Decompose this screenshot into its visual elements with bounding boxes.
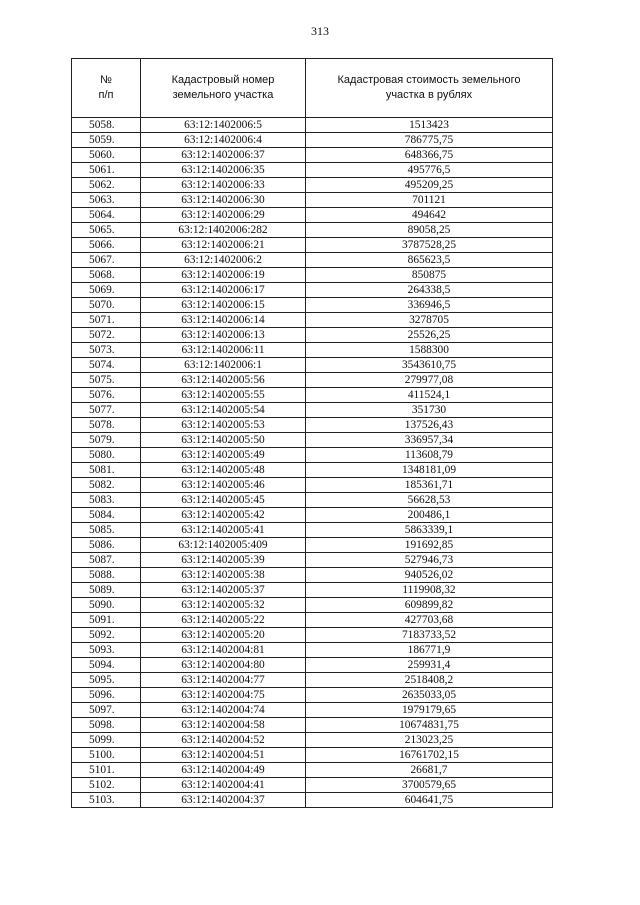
cadastral-value-cell: 1348181,09 xyxy=(306,463,553,478)
cadastral-number-cell: 63:12:1402005:41 xyxy=(141,523,306,538)
cadastral-value-cell: 494642 xyxy=(306,208,553,223)
table-row xyxy=(72,583,553,598)
header-cadastral-value-line-1: Кадастровая стоимость земельного xyxy=(337,74,521,86)
row-number-cell: 5086. xyxy=(72,538,141,553)
cadastral-number-cell: 63:12:1402005:32 xyxy=(141,598,306,613)
row-number-cell: 5093. xyxy=(72,643,141,658)
cadastral-value-cell: 113608,79 xyxy=(306,448,553,463)
row-number-cell: 5098. xyxy=(72,718,141,733)
cadastral-value-cell: 850875 xyxy=(306,268,553,283)
cadastral-number-cell: 63:12:1402006:30 xyxy=(141,193,306,208)
cadastral-number-cell: 63:12:1402005:56 xyxy=(141,373,306,388)
table-header xyxy=(72,59,553,118)
row-number-cell: 5061. xyxy=(72,163,141,178)
cadastral-value-cell: 427703,68 xyxy=(306,613,553,628)
row-number-cell: 5089. xyxy=(72,583,141,598)
cadastral-value-cell: 351730 xyxy=(306,403,553,418)
row-number-cell: 5097. xyxy=(72,703,141,718)
cadastral-number-cell: 63:12:1402005:38 xyxy=(141,568,306,583)
cadastral-number-cell: 63:12:1402004:75 xyxy=(141,688,306,703)
cadastral-value-cell: 16761702,15 xyxy=(306,748,553,763)
row-number-cell: 5064. xyxy=(72,208,141,223)
table-row xyxy=(72,598,553,613)
table-row xyxy=(72,358,553,373)
cadastral-value-cell: 89058,25 xyxy=(306,223,553,238)
header-cadastral-value-line-2: участка в рублях xyxy=(385,89,473,101)
table-row xyxy=(72,223,553,238)
cadastral-value-cell: 336946,5 xyxy=(306,298,553,313)
cadastral-number-cell: 63:12:1402005:53 xyxy=(141,418,306,433)
table-row xyxy=(72,433,553,448)
table-row xyxy=(72,568,553,583)
row-number-cell: 5065. xyxy=(72,223,141,238)
cadastral-number-cell: 63:12:1402004:74 xyxy=(141,703,306,718)
cadastral-value-cell: 527946,73 xyxy=(306,553,553,568)
table-body xyxy=(72,118,553,808)
page-number: 313 xyxy=(311,24,329,38)
table-row xyxy=(72,733,553,748)
row-number-cell: 5075. xyxy=(72,373,141,388)
table-row xyxy=(72,328,553,343)
table-row xyxy=(72,193,553,208)
table-row xyxy=(72,238,553,253)
cadastral-number-cell: 63:12:1402005:45 xyxy=(141,493,306,508)
row-number-cell: 5060. xyxy=(72,148,141,163)
cadastral-number-cell: 63:12:1402006:282 xyxy=(141,223,306,238)
cadastral-number-cell: 63:12:1402005:20 xyxy=(141,628,306,643)
header-row-number-line-2: п/п xyxy=(98,89,114,101)
cadastral-number-cell: 63:12:1402006:35 xyxy=(141,163,306,178)
cadastral-number-cell: 63:12:1402004:80 xyxy=(141,658,306,673)
table-row xyxy=(72,388,553,403)
table-row xyxy=(72,313,553,328)
row-number-cell: 5081. xyxy=(72,463,141,478)
table-row xyxy=(72,538,553,553)
table-row xyxy=(72,658,553,673)
cadastral-value-cell: 26681,7 xyxy=(306,763,553,778)
cadastral-number-cell: 63:12:1402004:77 xyxy=(141,673,306,688)
row-number-cell: 5090. xyxy=(72,598,141,613)
cadastral-value-cell: 3787528,25 xyxy=(306,238,553,253)
cadastral-value-cell: 495209,25 xyxy=(306,178,553,193)
cadastral-number-cell: 63:12:1402004:81 xyxy=(141,643,306,658)
row-number-cell: 5099. xyxy=(72,733,141,748)
cadastral-value-cell: 2635033,05 xyxy=(306,688,553,703)
table-row xyxy=(72,178,553,193)
cadastral-number-cell: 63:12:1402005:39 xyxy=(141,553,306,568)
cadastral-value-cell: 609899,82 xyxy=(306,598,553,613)
cadastral-number-cell: 63:12:1402004:51 xyxy=(141,748,306,763)
table-row xyxy=(72,493,553,508)
header-cadastral-number-line-2: земельного участка xyxy=(172,89,274,101)
cadastral-value-cell: 1119908,32 xyxy=(306,583,553,598)
header-row xyxy=(72,59,553,118)
cadastral-value-cell: 264338,5 xyxy=(306,283,553,298)
table-row xyxy=(72,673,553,688)
table-row xyxy=(72,253,553,268)
row-number-cell: 5079. xyxy=(72,433,141,448)
row-number-cell: 5082. xyxy=(72,478,141,493)
row-number-cell: 5059. xyxy=(72,133,141,148)
row-number-cell: 5062. xyxy=(72,178,141,193)
cadastral-value-cell: 3543610,75 xyxy=(306,358,553,373)
cadastral-number-cell: 63:12:1402005:48 xyxy=(141,463,306,478)
cadastral-number-cell: 63:12:1402004:37 xyxy=(141,793,306,808)
cadastral-number-cell: 63:12:1402005:22 xyxy=(141,613,306,628)
table-row xyxy=(72,703,553,718)
cadastral-value-table xyxy=(71,58,553,808)
header-row-number-line-1: № xyxy=(100,74,112,86)
cadastral-number-cell: 63:12:1402004:49 xyxy=(141,763,306,778)
cadastral-value-cell: 186771,9 xyxy=(306,643,553,658)
row-number-cell: 5096. xyxy=(72,688,141,703)
cadastral-value-cell: 56628,53 xyxy=(306,493,553,508)
row-number-cell: 5077. xyxy=(72,403,141,418)
cadastral-value-cell: 5863339,1 xyxy=(306,523,553,538)
cadastral-value-cell: 2518408,2 xyxy=(306,673,553,688)
row-number-cell: 5063. xyxy=(72,193,141,208)
cadastral-number-cell: 63:12:1402005:37 xyxy=(141,583,306,598)
cadastral-number-cell: 63:12:1402004:41 xyxy=(141,778,306,793)
table-row xyxy=(72,373,553,388)
table-row xyxy=(72,283,553,298)
cadastral-number-cell: 63:12:1402005:409 xyxy=(141,538,306,553)
table-row xyxy=(72,163,553,178)
cadastral-value-cell: 200486,1 xyxy=(306,508,553,523)
row-number-cell: 5088. xyxy=(72,568,141,583)
cadastral-value-cell: 865623,5 xyxy=(306,253,553,268)
row-number-cell: 5087. xyxy=(72,553,141,568)
cadastral-value-cell: 411524,1 xyxy=(306,388,553,403)
table-row xyxy=(72,763,553,778)
cadastral-number-cell: 63:12:1402006:37 xyxy=(141,148,306,163)
table-row xyxy=(72,148,553,163)
cadastral-number-cell: 63:12:1402005:46 xyxy=(141,478,306,493)
header-cadastral-value xyxy=(306,59,553,118)
cadastral-value-cell: 940526,02 xyxy=(306,568,553,583)
table-row xyxy=(72,628,553,643)
cadastral-value-cell: 648366,75 xyxy=(306,148,553,163)
table-row xyxy=(72,133,553,148)
table-row xyxy=(72,463,553,478)
row-number-cell: 5100. xyxy=(72,748,141,763)
table-row xyxy=(72,448,553,463)
row-number-cell: 5078. xyxy=(72,418,141,433)
cadastral-value-cell: 3278705 xyxy=(306,313,553,328)
cadastral-number-cell: 63:12:1402006:15 xyxy=(141,298,306,313)
cadastral-number-cell: 63:12:1402006:11 xyxy=(141,343,306,358)
cadastral-value-cell: 495776,5 xyxy=(306,163,553,178)
cadastral-number-cell: 63:12:1402006:33 xyxy=(141,178,306,193)
table-row xyxy=(72,778,553,793)
table-row xyxy=(72,343,553,358)
table-row xyxy=(72,553,553,568)
table-row xyxy=(72,403,553,418)
header-row-number xyxy=(72,59,141,118)
cadastral-value-cell: 701121 xyxy=(306,193,553,208)
cadastral-number-cell: 63:12:1402006:21 xyxy=(141,238,306,253)
cadastral-number-cell: 63:12:1402006:13 xyxy=(141,328,306,343)
table-row xyxy=(72,613,553,628)
cadastral-number-cell: 63:12:1402004:58 xyxy=(141,718,306,733)
cadastral-value-cell: 7183733,52 xyxy=(306,628,553,643)
row-number-cell: 5068. xyxy=(72,268,141,283)
row-number-cell: 5067. xyxy=(72,253,141,268)
row-number-cell: 5080. xyxy=(72,448,141,463)
row-number-cell: 5076. xyxy=(72,388,141,403)
table-row xyxy=(72,268,553,283)
row-number-cell: 5102. xyxy=(72,778,141,793)
row-number-cell: 5058. xyxy=(72,118,141,133)
row-number-cell: 5083. xyxy=(72,493,141,508)
table-row xyxy=(72,478,553,493)
table-row xyxy=(72,718,553,733)
table-row xyxy=(72,118,553,133)
cadastral-value-cell: 10674831,75 xyxy=(306,718,553,733)
row-number-cell: 5069. xyxy=(72,283,141,298)
row-number-cell: 5101. xyxy=(72,763,141,778)
cadastral-number-cell: 63:12:1402006:14 xyxy=(141,313,306,328)
cadastral-number-cell: 63:12:1402005:42 xyxy=(141,508,306,523)
cadastral-value-cell: 137526,43 xyxy=(306,418,553,433)
table-row xyxy=(72,298,553,313)
row-number-cell: 5066. xyxy=(72,238,141,253)
row-number-cell: 5092. xyxy=(72,628,141,643)
cadastral-number-cell: 63:12:1402006:17 xyxy=(141,283,306,298)
cadastral-number-cell: 63:12:1402006:2 xyxy=(141,253,306,268)
table-row xyxy=(72,418,553,433)
header-cadastral-number-line-1: Кадастровый номер xyxy=(171,74,275,86)
cadastral-number-cell: 63:12:1402006:4 xyxy=(141,133,306,148)
row-number-cell: 5074. xyxy=(72,358,141,373)
cadastral-number-cell: 63:12:1402005:55 xyxy=(141,388,306,403)
cadastral-number-cell: 63:12:1402005:49 xyxy=(141,448,306,463)
table-row xyxy=(72,508,553,523)
cadastral-value-cell: 191692,85 xyxy=(306,538,553,553)
cadastral-value-cell: 786775,75 xyxy=(306,133,553,148)
cadastral-value-cell: 604641,75 xyxy=(306,793,553,808)
cadastral-number-cell: 63:12:1402005:50 xyxy=(141,433,306,448)
table-row xyxy=(72,208,553,223)
cadastral-value-cell: 185361,71 xyxy=(306,478,553,493)
cadastral-value-cell: 279977,08 xyxy=(306,373,553,388)
cadastral-value-cell: 1588300 xyxy=(306,343,553,358)
row-number-cell: 5071. xyxy=(72,313,141,328)
table-row xyxy=(72,688,553,703)
header-cadastral-number xyxy=(141,59,306,118)
row-number-cell: 5072. xyxy=(72,328,141,343)
table-row xyxy=(72,793,553,808)
cadastral-value-cell: 25526,25 xyxy=(306,328,553,343)
cadastral-value-cell: 3700579,65 xyxy=(306,778,553,793)
row-number-cell: 5085. xyxy=(72,523,141,538)
table-row xyxy=(72,523,553,538)
cadastral-number-cell: 63:12:1402005:54 xyxy=(141,403,306,418)
cadastral-value-cell: 213023,25 xyxy=(306,733,553,748)
row-number-cell: 5103. xyxy=(72,793,141,808)
cadastral-number-cell: 63:12:1402004:52 xyxy=(141,733,306,748)
cadastral-number-cell: 63:12:1402006:5 xyxy=(141,118,306,133)
cadastral-value-cell: 1979179,65 xyxy=(306,703,553,718)
row-number-cell: 5073. xyxy=(72,343,141,358)
row-number-cell: 5084. xyxy=(72,508,141,523)
table-row xyxy=(72,748,553,763)
cadastral-value-cell: 1513423 xyxy=(306,118,553,133)
row-number-cell: 5091. xyxy=(72,613,141,628)
cadastral-number-cell: 63:12:1402006:1 xyxy=(141,358,306,373)
cadastral-number-cell: 63:12:1402006:19 xyxy=(141,268,306,283)
cadastral-value-cell: 259931,4 xyxy=(306,658,553,673)
row-number-cell: 5094. xyxy=(72,658,141,673)
cadastral-number-cell: 63:12:1402006:29 xyxy=(141,208,306,223)
cadastral-value-cell: 336957,34 xyxy=(306,433,553,448)
row-number-cell: 5070. xyxy=(72,298,141,313)
row-number-cell: 5095. xyxy=(72,673,141,688)
table-row xyxy=(72,643,553,658)
